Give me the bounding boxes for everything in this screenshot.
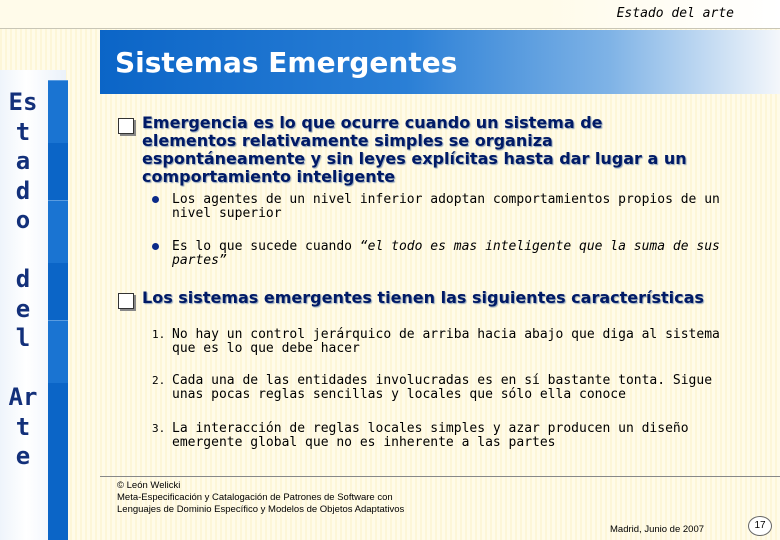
- bullet-dot-icon: [152, 243, 159, 250]
- footer-title-line: Lenguajes de Dominio Específico y Modelos de Objetos Adaptativos: [117, 504, 405, 515]
- stripe-segment: [48, 200, 68, 263]
- page-number-badge: 17: [748, 516, 772, 536]
- footer-divider: [100, 476, 780, 477]
- slide-title: Sistemas Emergentes: [115, 46, 458, 79]
- numbered-item: [152, 374, 742, 402]
- vertical-title-gap: [0, 354, 46, 384]
- checkbox-bullet-icon: [118, 293, 134, 309]
- main-point-characteristics: [118, 289, 704, 309]
- vertical-title-line: Ar: [8, 383, 38, 411]
- vertical-title-line: a: [15, 147, 31, 175]
- vertical-title-line: e: [15, 442, 31, 470]
- item-number: 3.: [152, 422, 166, 435]
- sub-bullet-lead: Es lo que sucede cuando: [172, 239, 360, 254]
- checkbox-bullet-icon: [118, 118, 134, 134]
- numbered-item: [152, 328, 742, 356]
- stripe-segment: [48, 320, 68, 383]
- item-number: 2.: [152, 374, 166, 387]
- footer-credits: [117, 480, 404, 516]
- left-blue-stripe: [48, 80, 68, 540]
- sub-bullet-text: [172, 240, 742, 268]
- header-divider: [0, 28, 780, 29]
- main-point-emergence: [118, 114, 738, 186]
- item-text: No hay un control jerárquico de arriba hacia abajo que diga al sistema que es lo que debe hacer: [172, 327, 720, 356]
- sub-bullet-quote: “el todo es mas inteligente que la suma de sus partes”: [172, 239, 720, 268]
- item-text: Cada una de las entidades involucradas es en sí bastante tonta. Sigue unas pocas reglas sencillas y locales que sólo ella conoce: [172, 373, 713, 402]
- stripe-segment: [48, 80, 68, 143]
- vertical-title-line: Es: [8, 88, 38, 116]
- item-number: 1.: [152, 328, 166, 341]
- main-point-text: Los sistemas emergentes tienen las siguientes características: [142, 288, 704, 307]
- vertical-title-line: d: [15, 176, 31, 205]
- vertical-title-line: o: [15, 206, 31, 234]
- vertical-title-line: e: [15, 294, 31, 323]
- bullet-dot-icon: [152, 196, 159, 203]
- vertical-title-line: d: [15, 265, 31, 293]
- sub-bullet: [152, 240, 742, 268]
- footer-author: © León Welicki: [117, 480, 181, 491]
- vertical-section-title: [0, 88, 46, 472]
- item-text: La interacción de reglas locales simples y azar producen un diseño emergente global que no es inherente a las partes: [172, 421, 689, 450]
- vertical-title-line: t: [15, 117, 31, 146]
- main-point-text: Emergencia es lo que ocurre cuando un sistema de elementos relativamente simples se organiza espontáneamente y sin leyes explícitas hasta dar lugar a un comportamiento inteligente: [142, 113, 687, 186]
- numbered-item: [152, 422, 742, 450]
- vertical-title-gap: [0, 236, 46, 266]
- footer-title-line: Meta-Especificación y Catalogación de Patrones de Software con: [117, 492, 393, 503]
- vertical-title-line: l: [15, 324, 31, 352]
- sub-bullet-text: Los agentes de un nivel inferior adoptan comportamientos propios de un nivel superior: [172, 192, 720, 221]
- footer-date: Madrid, Junio de 2007: [610, 524, 705, 535]
- sub-bullet: [152, 193, 742, 221]
- vertical-title-line: t: [15, 412, 31, 441]
- section-label: Estado del arte: [616, 6, 734, 21]
